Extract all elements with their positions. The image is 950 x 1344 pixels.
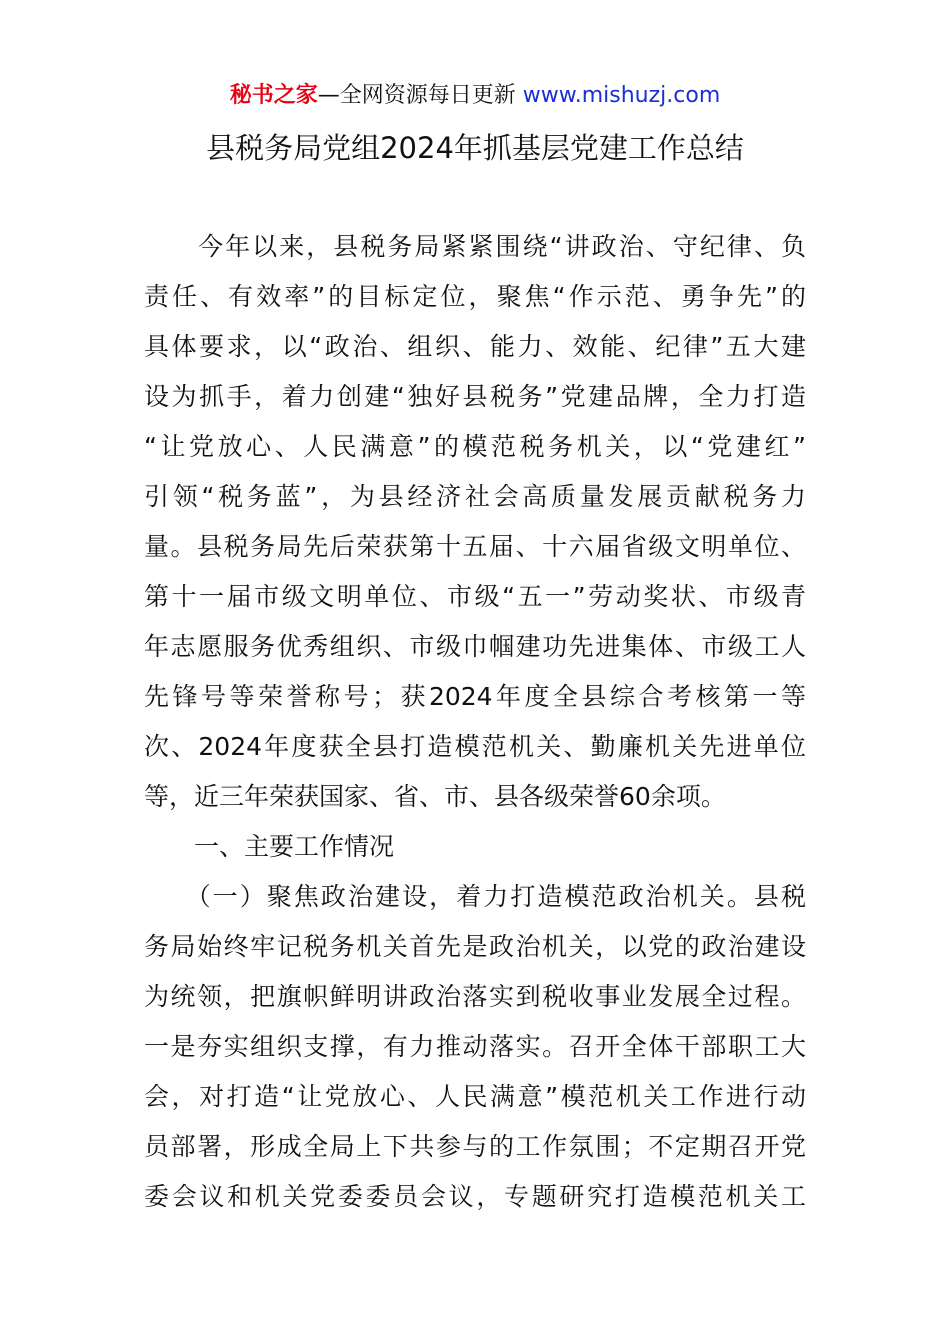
site-tagline: —全网资源每日更新 xyxy=(317,83,516,108)
body-line: 引领“税务蓝”，为县经济社会高质量发展贡献税务力 xyxy=(144,482,806,511)
body-line: 第十一届市级文明单位、市级“五一”劳动奖状、市级青 xyxy=(144,582,806,611)
body-line: 一是夯实组织支撑，有力推动落实。召开全体干部职工大 xyxy=(144,1032,806,1061)
site-header xyxy=(0,80,950,112)
body-line: 年志愿服务优秀组织、市级巾帼建功先进集体、市级工人 xyxy=(144,632,806,661)
body-line: 为统领，把旗帜鲜明讲政治落实到税收事业发展全过程。 xyxy=(144,982,806,1011)
site-url-link[interactable]: www.mishuzj.com xyxy=(522,83,721,108)
site-brand: 秘书之家 xyxy=(229,83,318,108)
body-line: 委会议和机关党委委员会议，专题研究打造模范机关工 xyxy=(144,1182,806,1211)
body-line: 员部署，形成全局上下共参与的工作氛围；不定期召开党 xyxy=(144,1132,806,1161)
body-line: “让党放心、人民满意”的模范税务机关，以“党建红” xyxy=(144,432,806,461)
body-line: 会，对打造“让党放心、人民满意”模范机关工作进行动 xyxy=(144,1082,806,1111)
body-line: 具体要求，以“政治、组织、能力、效能、纪律”五大建 xyxy=(144,332,806,361)
body-line: 务局始终牢记税务机关首先是政治机关，以党的政治建设 xyxy=(144,932,806,961)
body-line: 今年以来，县税务局紧紧围绕“讲政治、守纪律、负 xyxy=(144,232,806,261)
body-line: （一）聚焦政治建设，着力打造模范政治机关。县税 xyxy=(144,882,806,911)
body-line: 先锋号等荣誉称号；获2024年度全县综合考核第一等 xyxy=(144,682,806,711)
body-line: 设为抓手，着力创建“独好县税务”党建品牌，全力打造 xyxy=(144,382,806,411)
section-heading: 一、主要工作情况 xyxy=(144,832,395,861)
body-line: 量。县税务局先后荣获第十五届、十六届省级文明单位、 xyxy=(144,532,806,561)
body-line: 等，近三年荣获国家、省、市、县各级荣誉60余项。 xyxy=(144,782,726,811)
document-title: 县税务局党组2024年抓基层党建工作总结 xyxy=(206,131,744,165)
body-line: 责任、有效率”的目标定位，聚焦“作示范、勇争先”的 xyxy=(144,282,806,311)
body-line: 次、2024年度获全县打造模范机关、勤廉机关先进单位 xyxy=(144,732,806,761)
